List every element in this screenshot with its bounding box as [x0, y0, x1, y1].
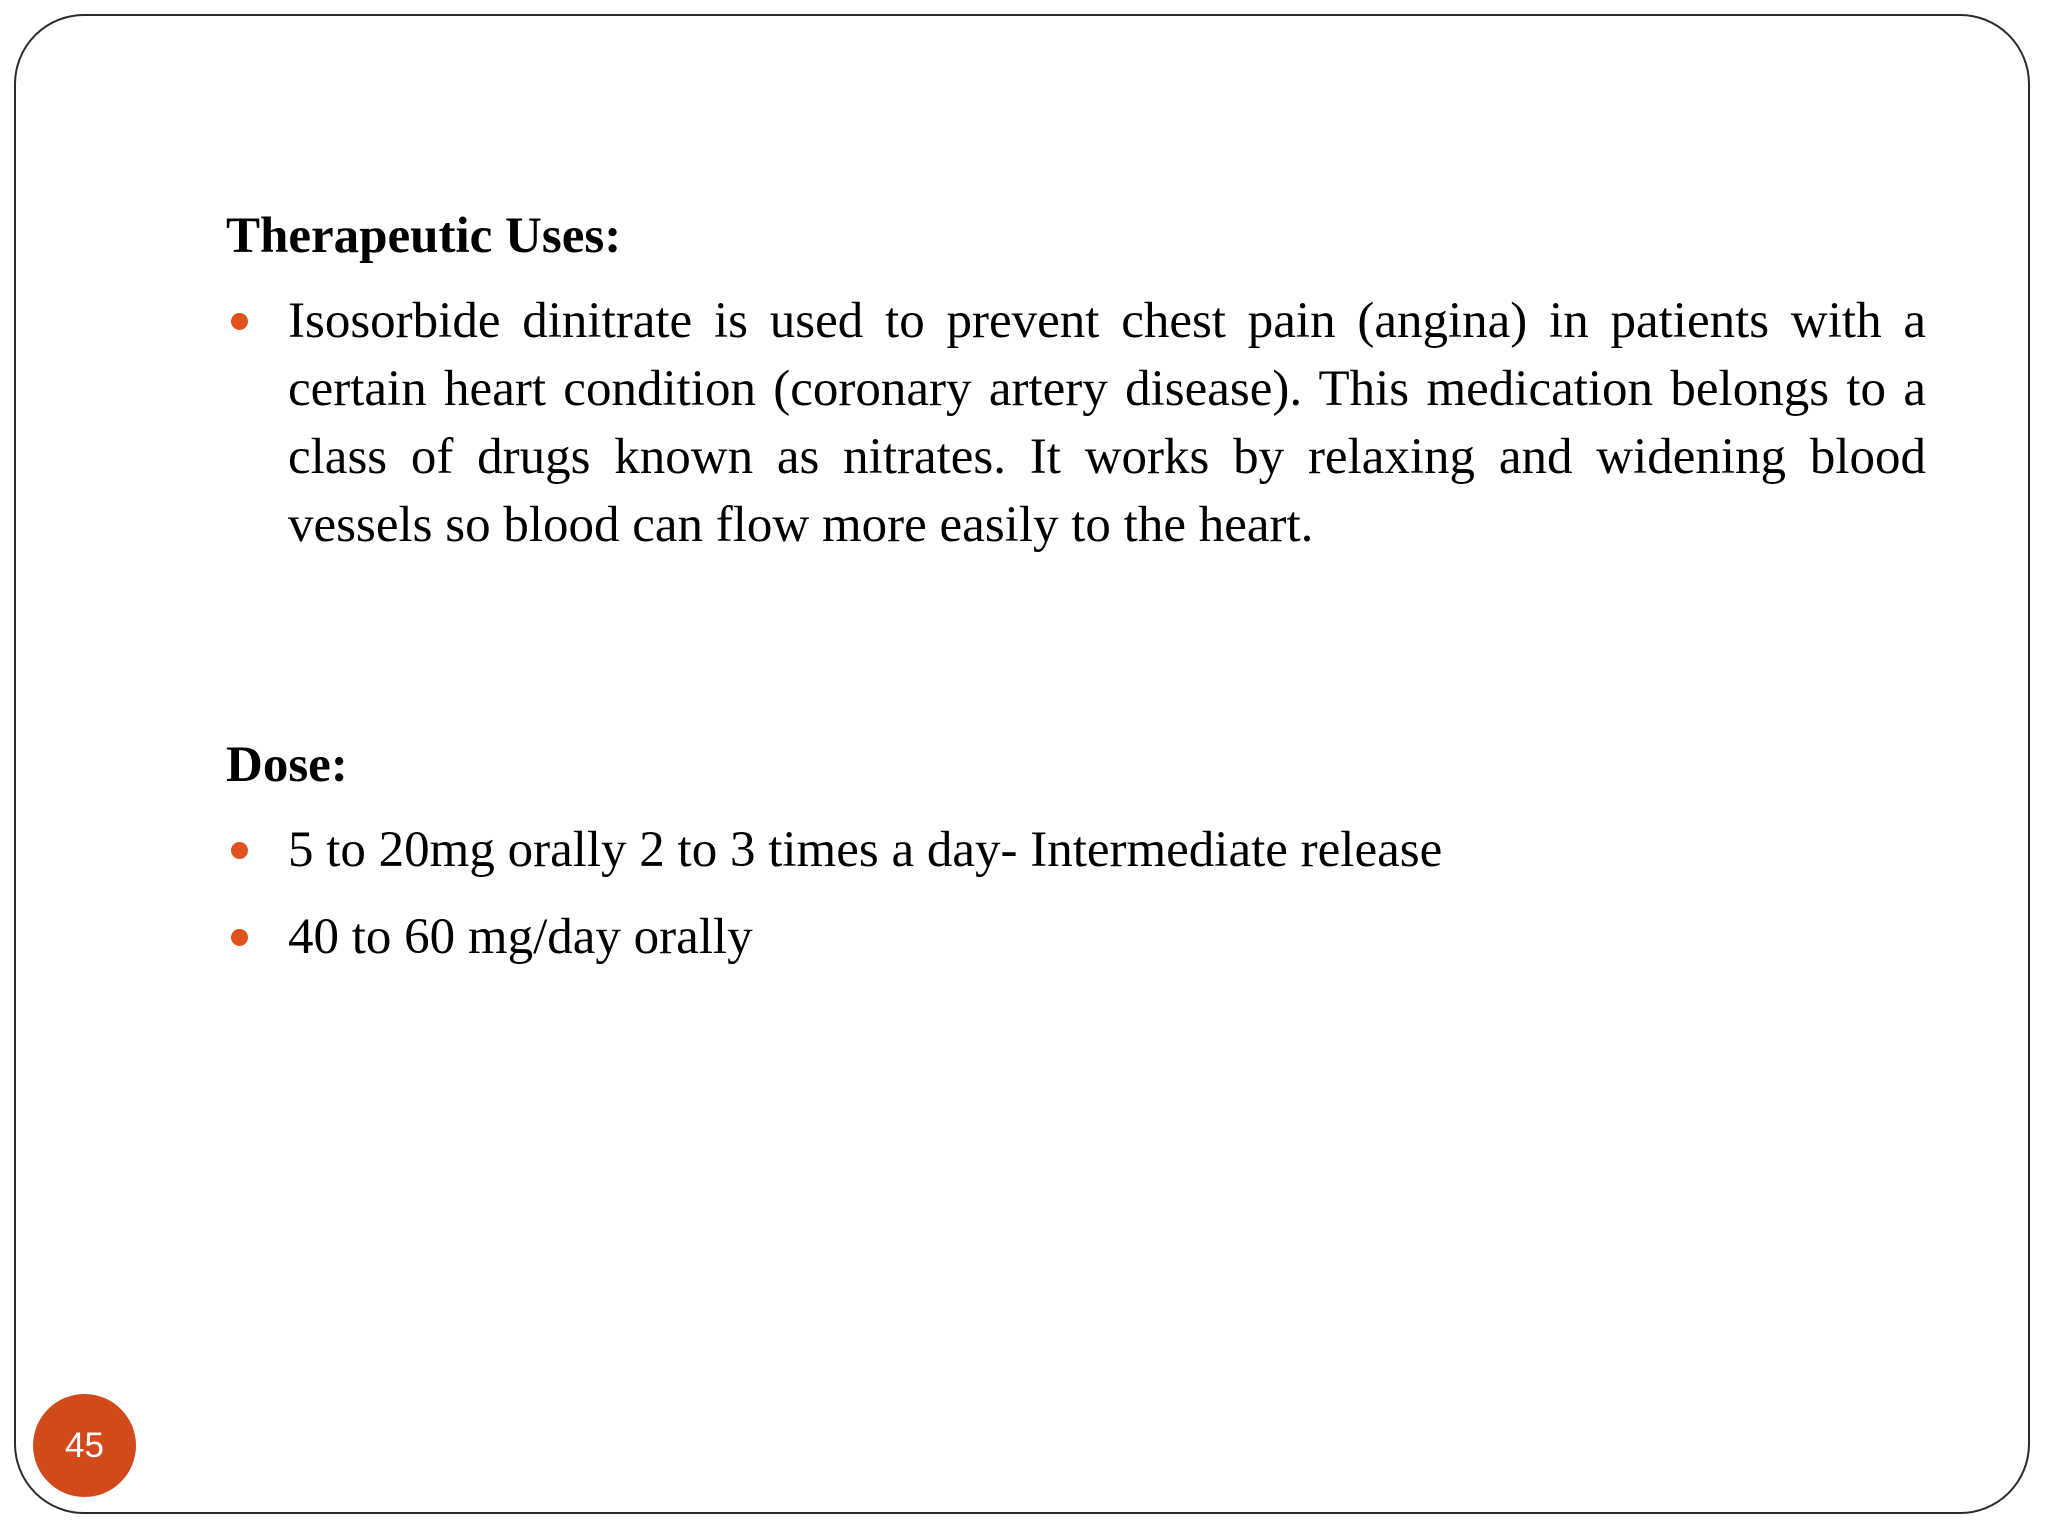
bullet-dot-icon: [231, 842, 248, 859]
dose-heading: Dose:: [226, 737, 348, 793]
therapeutic-uses-heading: Therapeutic Uses:: [226, 208, 622, 264]
slide-number-badge: 45: [33, 1394, 136, 1497]
dose-item-text: 40 to 60 mg/day orally: [288, 909, 753, 965]
dose-item-text: 5 to 20mg orally 2 to 3 times a day- Intermediate release: [288, 822, 1443, 878]
bullet-dot-icon: [231, 929, 248, 946]
therapeutic-uses-text: Isosorbide dinitrate is used to prevent chest pain (angina) in patients with a certain heart condition (coronary artery disease). This medication belongs to a class of drugs known as nitrates. It works by relaxing and widening blood vessels so blood can flow more easily to the heart.: [288, 293, 1926, 553]
bullet-dot-icon: [231, 313, 248, 330]
